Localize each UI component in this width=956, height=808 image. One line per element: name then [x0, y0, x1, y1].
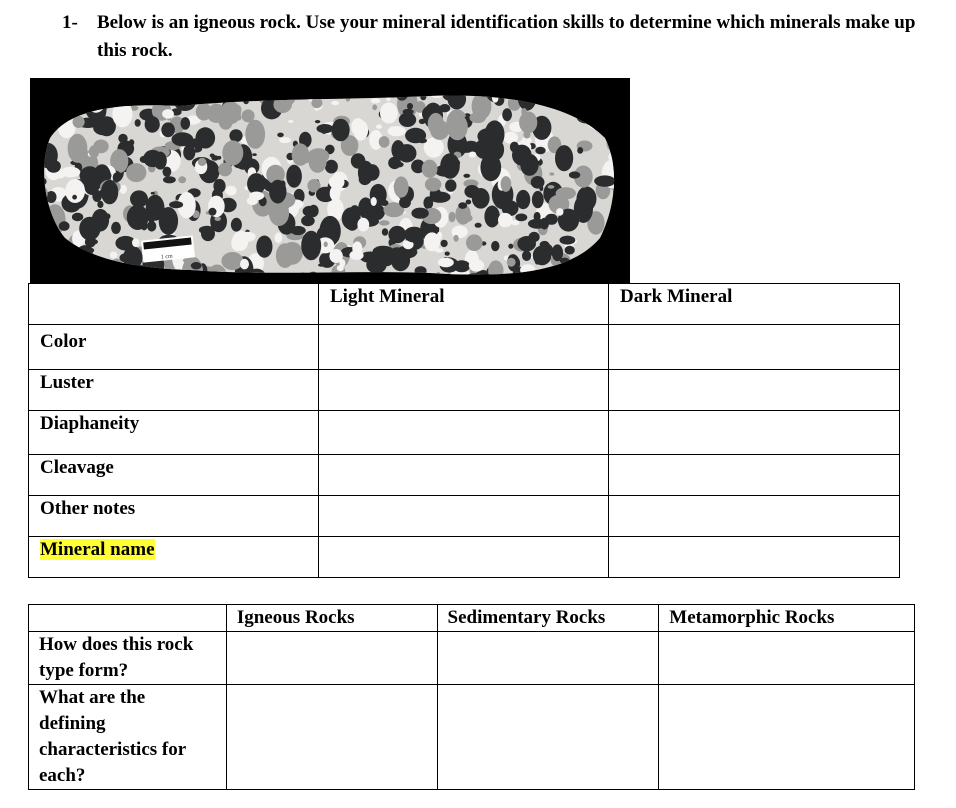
- answer-cell[interactable]: [319, 411, 609, 455]
- table-row: [29, 325, 900, 370]
- answer-cell[interactable]: [609, 496, 900, 537]
- table-row: [29, 455, 900, 496]
- question-text: Below is an igneous rock. Use your mineral identification skills to determine which minerals make up this rock.: [97, 12, 916, 61]
- answer-cell[interactable]: [609, 411, 900, 455]
- table-row: [29, 632, 915, 685]
- row-label-cleavage: Cleavage: [40, 457, 114, 478]
- answer-cell[interactable]: [609, 537, 900, 578]
- table-row: [29, 496, 900, 537]
- table-row: [29, 411, 900, 455]
- header-cell: [29, 605, 227, 632]
- row-label-color: Color: [40, 331, 87, 352]
- answer-cell[interactable]: [609, 325, 900, 370]
- svg-text:1 cm: 1 cm: [160, 253, 173, 261]
- row-label-diaphaneity: Diaphaneity: [40, 413, 140, 434]
- answer-cell[interactable]: [226, 632, 437, 685]
- table-header-row: [29, 605, 915, 632]
- answer-cell[interactable]: [609, 370, 900, 411]
- table-row: [29, 537, 900, 578]
- answer-cell[interactable]: [226, 685, 437, 790]
- table-header-row: [29, 284, 900, 325]
- answer-cell[interactable]: [437, 685, 659, 790]
- answer-cell[interactable]: [437, 632, 659, 685]
- mineral-table: [28, 283, 900, 578]
- row-label-mineral-name: Mineral name: [40, 539, 155, 560]
- row-label-luster: Luster: [40, 372, 94, 393]
- answer-cell[interactable]: [319, 496, 609, 537]
- header-light-mineral: Light Mineral: [319, 284, 609, 325]
- answer-cell[interactable]: [319, 537, 609, 578]
- answer-cell[interactable]: [659, 632, 915, 685]
- row-label-other-notes: Other notes: [40, 498, 136, 519]
- rock-photo: [30, 78, 630, 283]
- rock-type-table: [28, 604, 915, 790]
- answer-cell[interactable]: [319, 325, 609, 370]
- table-row: [29, 370, 900, 411]
- answer-cell[interactable]: [609, 455, 900, 496]
- header-metamorphic: Metamorphic Rocks: [659, 605, 915, 632]
- header-igneous: Igneous Rocks: [226, 605, 437, 632]
- row-label-characteristics: What are the defining characteristics for each?: [29, 685, 227, 790]
- answer-cell[interactable]: [319, 370, 609, 411]
- header-sedimentary: Sedimentary Rocks: [437, 605, 659, 632]
- header-dark-mineral: Dark Mineral: [609, 284, 900, 325]
- row-label-formation: How does this rock type form?: [29, 632, 227, 685]
- table-row: [29, 685, 915, 790]
- question-number: 1-: [62, 12, 78, 33]
- answer-cell[interactable]: [659, 685, 915, 790]
- answer-cell[interactable]: [319, 455, 609, 496]
- header-cell: [29, 284, 319, 325]
